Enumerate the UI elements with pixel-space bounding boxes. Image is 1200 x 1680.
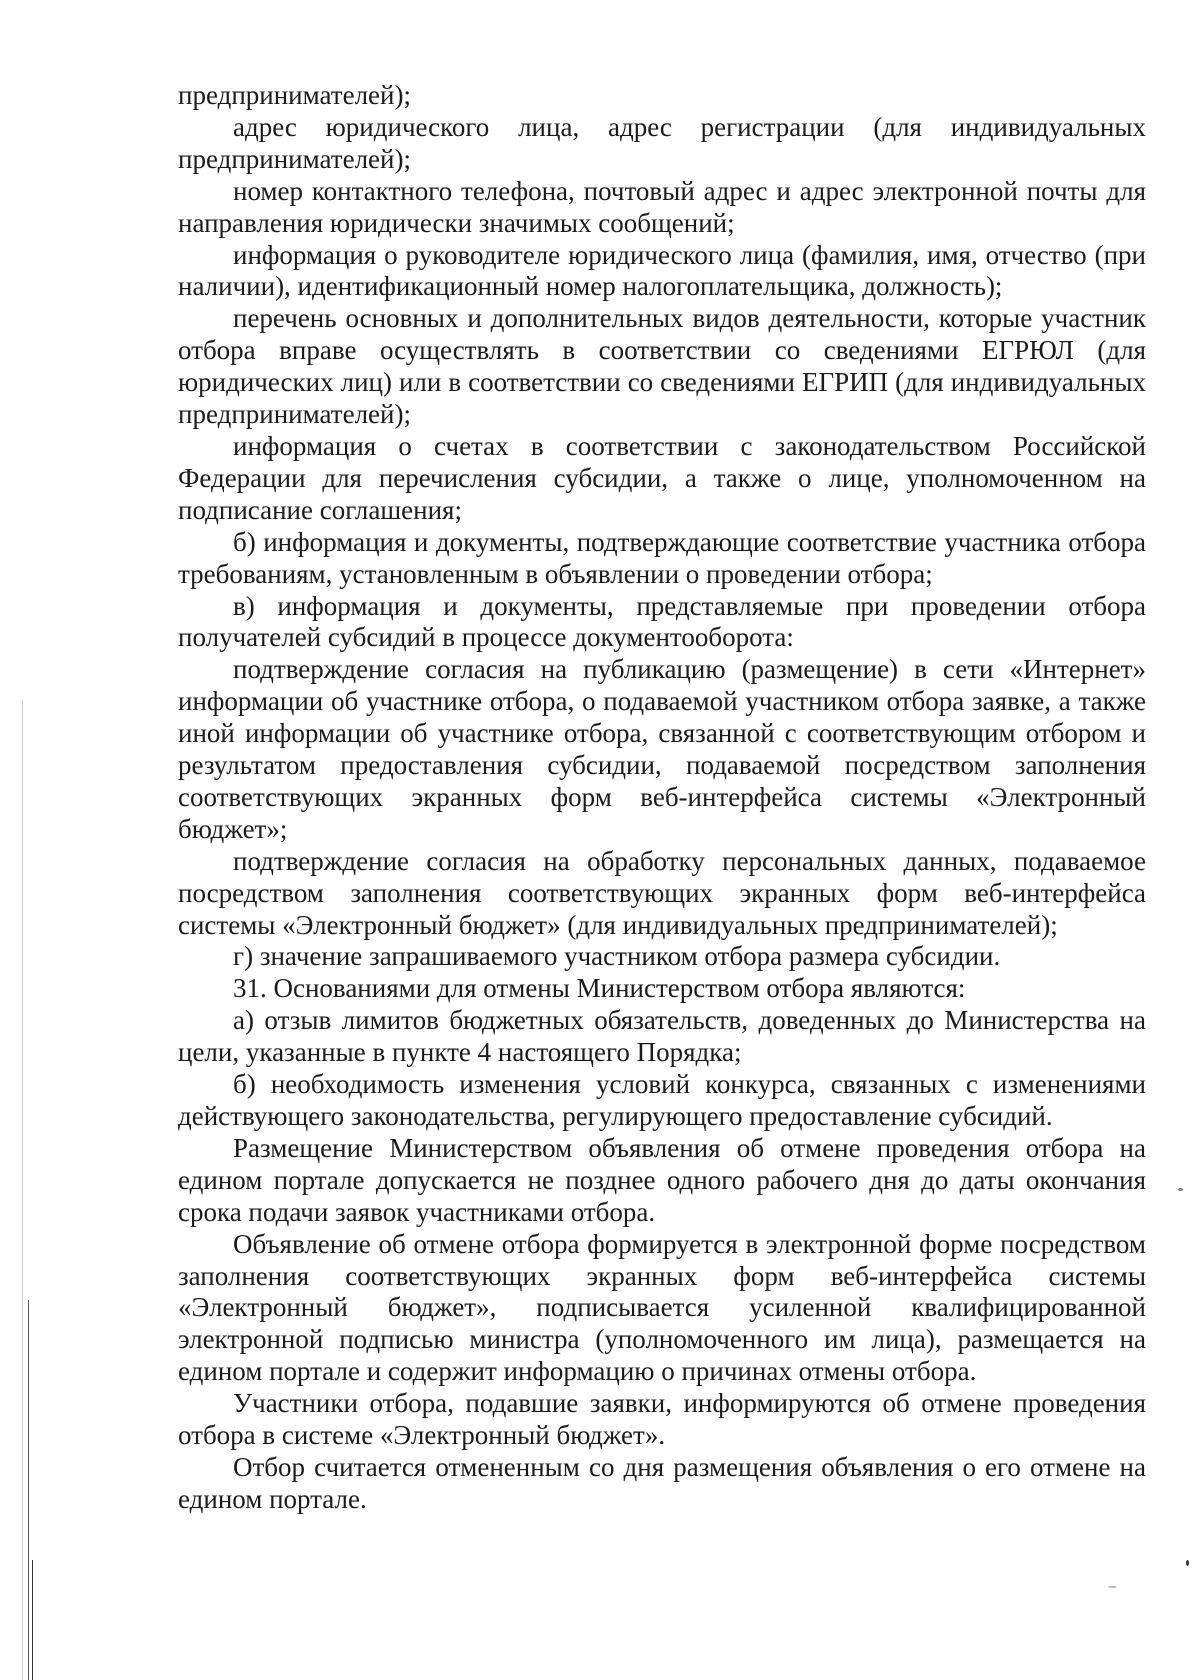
paragraph-clause-31: 31. Основаниями для отмены Министерством отбора являются: bbox=[233, 973, 966, 1004]
scan-margin-line bbox=[22, 700, 23, 1680]
paragraph-item-g: г) значение запрашиваемого участником отбора размера субсидии. bbox=[233, 941, 1001, 972]
paragraph-cancellation-notice: Объявление об отмене отбора формируется в электронной форме посредством заполнения соответствующих экранных форм веб-интерфейса системы «Электронный бюджет», подписывается усиленной квалифицированной электронной подписью министра (уполномоченного им лица), размещается на едином портале и содержит информацию о причинах отмены отбора. bbox=[178, 1228, 1146, 1387]
paragraph-item-v: в) информация и документы, представляемые при проведении отбора получателей субсидий в процессе документооборота: bbox=[178, 590, 1146, 653]
paragraph-participants-informed: Участники отбора, подавшие заявки, информируются об отмене проведения отбора в системе «Электронный бюджет». bbox=[178, 1388, 1146, 1451]
paragraph-continuation: предпринимателей); bbox=[178, 80, 411, 110]
scan-speck bbox=[1178, 1188, 1183, 1191]
document-body bbox=[178, 80, 1146, 1516]
paragraph-cancellation-effective: Отбор считается отмененным со дня размещения объявления о его отмене на едином портале. bbox=[178, 1451, 1146, 1514]
scan-margin-line bbox=[32, 1560, 33, 1680]
scan-speck bbox=[1108, 1586, 1117, 1588]
scan-margin-line bbox=[28, 1300, 29, 1680]
scan-speck bbox=[1186, 1560, 1189, 1566]
paragraph-clause-31-a: а) отзыв лимитов бюджетных обязательств, доведенных до Министерства на цели, указанные в пункте 4 настоящего Порядка; bbox=[178, 1005, 1146, 1068]
paragraph-publication-consent: подтверждение согласия на публикацию (размещение) в сети «Интернет» информации об участнике отбора, о подаваемой участником отбора заявке, а также иной информации об участнике отбора, связанной с соответствующим отбором и результатом предоставления субсидии, подаваемой посредством заполнения соответствующих экранных форм веб-интерфейса системы «Электронный бюджет»; bbox=[178, 654, 1146, 844]
paragraph-contact-info: номер контактного телефона, почтовый адрес и адрес электронной почты для направления юридически значимых сообщений; bbox=[178, 175, 1146, 238]
paragraph-clause-31-b: б) необходимость изменения условий конкурса, связанных с изменениями действующего законодательства, регулирующего предоставление субсидий. bbox=[178, 1069, 1146, 1131]
paragraph-legal-address: адрес юридического лица, адрес регистрации (для индивидуальных предпринимателей); bbox=[178, 111, 1146, 174]
paragraph-personal-data-consent: подтверждение согласия на обработку персональных данных, подаваемое посредством заполнения соответствующих экранных форм веб-интерфейса системы «Электронный бюджет» (для индивидуальных предпринимателей); bbox=[178, 845, 1146, 940]
paragraph-accounts-info: информация о счетах в соответствии с законодательством Российской Федерации для перечисления субсидии, а также о лице, уполномоченном на подписание соглашения; bbox=[178, 430, 1146, 525]
paragraph-activity-list: перечень основных и дополнительных видов деятельности, которые участник отбора вправе осуществлять в соответствии со сведениями ЕГРЮЛ (для юридических лиц) или в соответствии со сведениями ЕГРИП (для индивидуальных предпринимателей); bbox=[178, 303, 1146, 430]
paragraph-head-info: информация о руководителе юридического лица (фамилия, имя, отчество (при наличии), идентификационный номер налогоплательщика, должность); bbox=[178, 239, 1146, 302]
paragraph-cancellation-posting: Размещение Министерством объявления об отмене проведения отбора на едином портале допускается не позднее одного рабочего дня до даты окончания срока подачи заявок участниками отбора. bbox=[178, 1132, 1146, 1227]
paragraph-item-b: б) информация и документы, подтверждающие соответствие участника отбора требованиям, установленным в объявлении о проведении отбора; bbox=[178, 526, 1146, 589]
